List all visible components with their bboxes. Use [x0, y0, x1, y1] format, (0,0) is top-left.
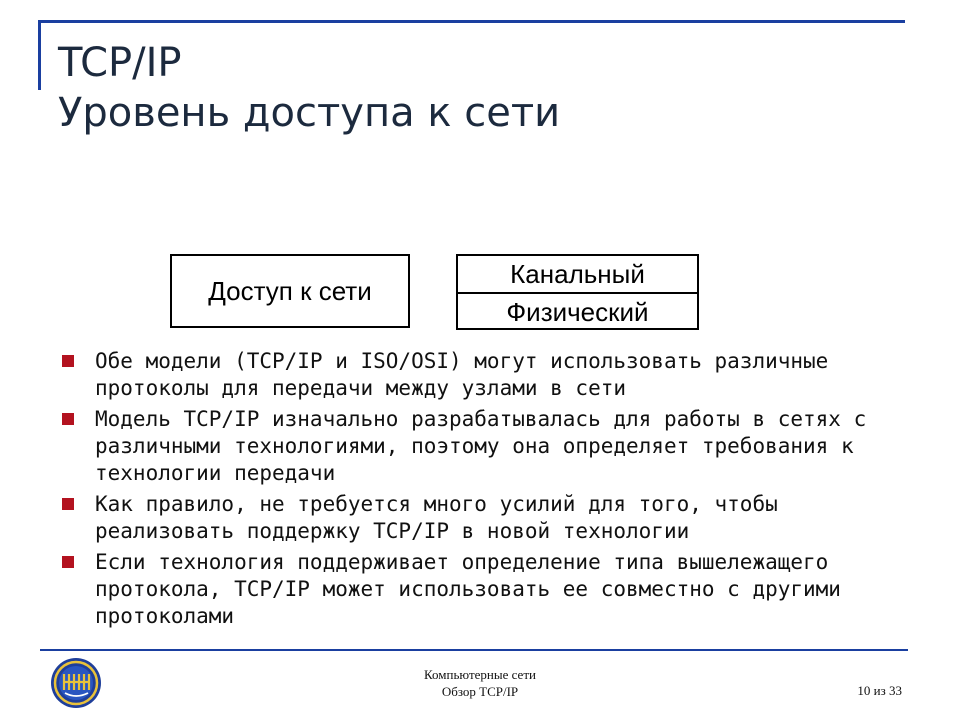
header-left-rule	[38, 20, 41, 90]
bullet-item	[62, 348, 902, 402]
footer-rule	[40, 649, 908, 651]
square-bullet-icon	[62, 498, 74, 510]
bullet-text: Обе модели (TCP/IP и ISO/OSI) могут использовать различные протоколы для передачи между узлами в сети	[95, 349, 829, 400]
bullet-item	[62, 491, 902, 545]
footer-course: Компьютерные сети	[424, 667, 536, 682]
tcpip-network-access-layer: Доступ к сети	[170, 254, 410, 328]
footer-section: Обзор TCP/IP	[441, 684, 519, 699]
bullet-item	[62, 406, 902, 487]
slide-title-line-1: TCP/IP	[58, 40, 182, 86]
slide-title	[58, 38, 560, 138]
osi-layer-stack	[456, 254, 699, 330]
footer-caption	[380, 666, 580, 700]
page-number: 10 из 33	[857, 683, 902, 698]
osi-physical-layer: Физический	[458, 292, 697, 330]
square-bullet-icon	[62, 413, 74, 425]
university-emblem-icon	[50, 657, 102, 709]
header-top-rule	[38, 20, 905, 23]
square-bullet-icon	[62, 556, 74, 568]
bullet-text: Модель TCP/IP изначально разрабатывалась для работы в сетях с различными технологиями, поэтому она определяет требования к технологии передачи	[95, 407, 867, 485]
bullet-item	[62, 549, 902, 630]
bullet-text: Как правило, не требуется много усилий для того, чтобы реализовать поддержку TCP/IP в новой технологии	[95, 492, 778, 543]
bullet-text: Если технология поддерживает определение типа вышележащего протокола, TCP/IP может использовать ее совместно с другими протоколами	[95, 550, 841, 628]
slide-title-line-2: Уровень доступа к сети	[58, 90, 561, 136]
square-bullet-icon	[62, 355, 74, 367]
osi-data-link-layer: Канальный	[510, 258, 645, 289]
bullet-list	[62, 348, 902, 634]
